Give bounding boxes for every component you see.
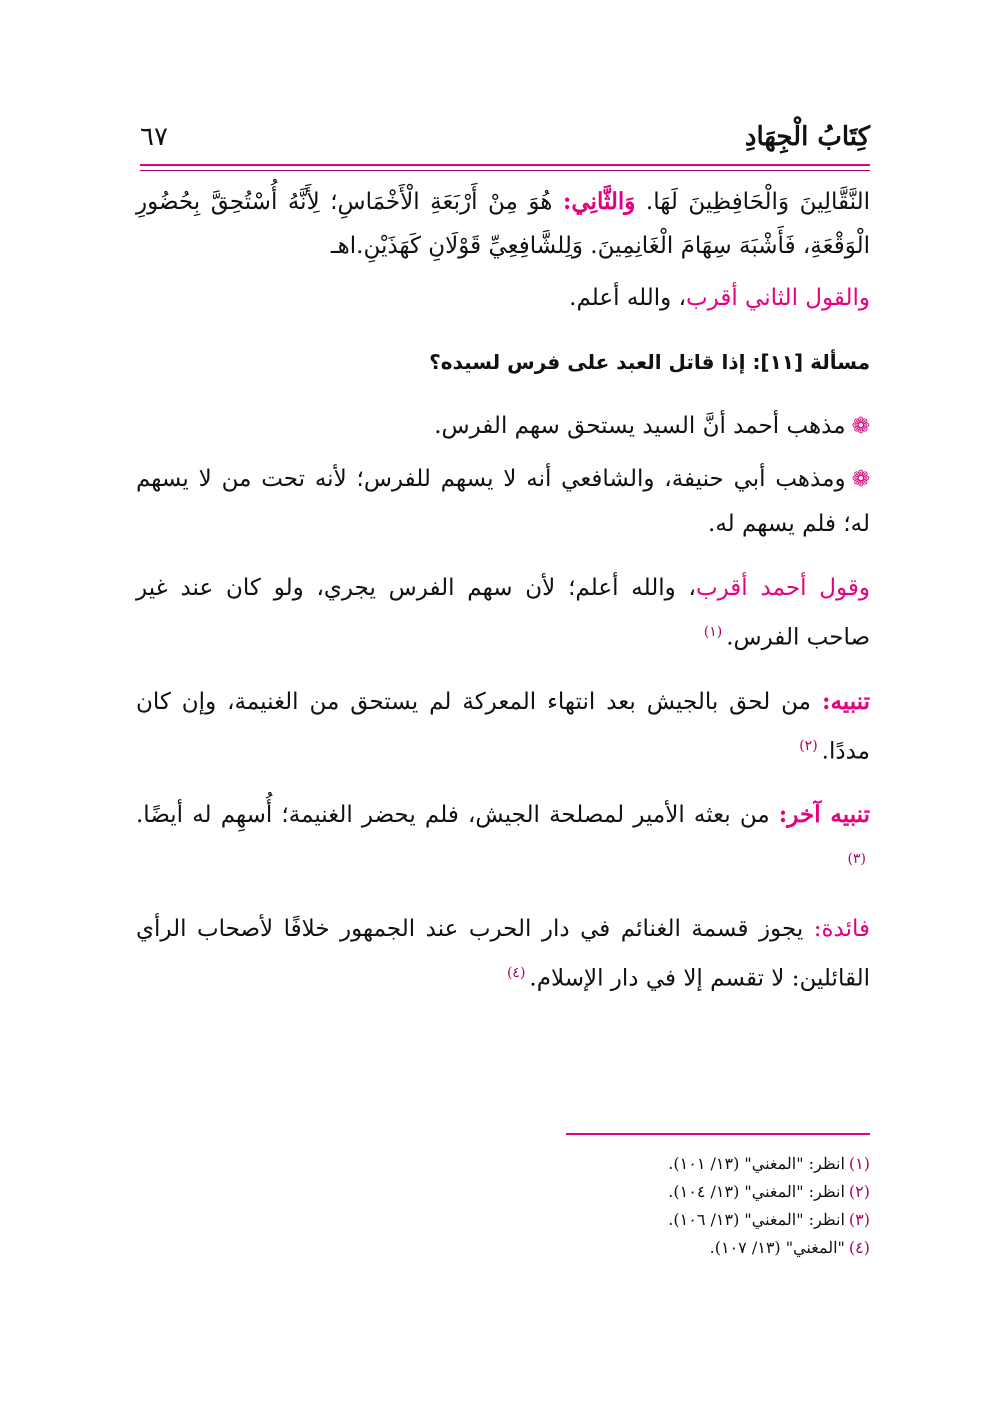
- page-header: [140, 118, 870, 158]
- footnote-3: (٣)انظر: "المغني" (١٣/ ١٠٦).: [668, 1210, 870, 1229]
- preferred-opinion: وقول أحمد أقرب: [695, 575, 870, 601]
- main-text: [136, 180, 870, 1021]
- note-1: [136, 680, 870, 774]
- question-number: مسألة [١١]:: [752, 350, 870, 374]
- bullet-1: [136, 404, 870, 449]
- header-rule-thin: [140, 170, 870, 171]
- note-label: تنبيه آخر:: [778, 801, 870, 829]
- footnote-ref[interactable]: (٣): [847, 851, 866, 868]
- book-title: كِتَابُ الْجِهَادِ: [744, 122, 870, 152]
- quote-text: النَّقَّالِينَ وَالْحَافِظِينَ لَهَا.: [635, 189, 871, 215]
- footnotes: [370, 1150, 870, 1262]
- footnote-ref[interactable]: (٤): [506, 964, 526, 981]
- bullet-text: ومذهب أبي حنيفة، والشافعي أنه لا يسهم للفرس؛ لأنه تحت من لا يسهم له؛ فلم يسهم له.: [136, 466, 870, 537]
- header-rule: [140, 164, 870, 166]
- benefit-label: فائدة:: [813, 915, 870, 942]
- footnote-ref[interactable]: (١): [703, 624, 723, 640]
- question-heading: [136, 340, 870, 384]
- bullet-text: مذهب أحمد أنَّ السيد يستحق سهم الفرس.: [434, 413, 846, 439]
- footnote-ref[interactable]: (٢): [799, 737, 818, 754]
- paragraph-text: ، والله أعلم.: [569, 285, 686, 311]
- benefit-text: يجوز قسمة الغنائم في دار الحرب عند الجمهور خلافًا لأصحاب الرأي القائلين: لا تقسم إلا في دار الإسلام.: [136, 915, 870, 992]
- quote-text-rest: هُوَ مِنْ أَرْبَعَةِ الْأَخْمَاسِ؛ لِأَنَّهُ أُسْتُحِقَّ بِحُضُورِ الْوَقْعَةِ، فَأَشْبَهَ سِهَامَ الْغَانِمِينَ. وَلِلشَّافِعِيِّ قَوْلَانِ كَهَذَيْنِ.اهـ: [136, 189, 870, 259]
- note-text: من بعثه الأمير لمصلحة الجيش، فلم يحضر الغنيمة؛ أُسهِم له أيضًا.: [136, 802, 779, 829]
- footnote-2: (٢)انظر: "المغني" (١٣/ ١٠٤).: [668, 1182, 870, 1201]
- paragraph-3: [136, 566, 870, 660]
- note-2: [136, 793, 870, 887]
- question-text: إذا قاتل العبد على فرس لسيده؟: [429, 350, 753, 374]
- note-label: تنبيه:: [821, 687, 870, 715]
- footnote-rule: [566, 1133, 870, 1135]
- bullet-2: [136, 457, 870, 546]
- note-text: من لحق بالجيش بعد انتهاء المعركة لم يستحق من الغنيمة، وإن كان مددًا.: [136, 688, 870, 765]
- benefit: [136, 907, 870, 1001]
- paragraph-text: ، والله أعلم؛ لأن سهم الفرس يجري، ولو كان عند غير صاحب الفرس.: [136, 575, 870, 651]
- flower-icon: ❁: [851, 414, 870, 439]
- second-view-label: وَالثَّانِي:: [562, 188, 636, 215]
- page-number: ٦٧: [140, 122, 168, 152]
- footnote-4: (٤)"المغني" (١٣/ ١٠٧).: [709, 1238, 870, 1257]
- flower-icon: ❁: [851, 467, 870, 492]
- footnote-1: (١)انظر: "المغني" (١٣/ ١٠١).: [668, 1154, 870, 1173]
- paragraph-2: [136, 276, 870, 320]
- preferred-opinion: والقول الثاني أقرب: [686, 285, 870, 311]
- paragraph-1: [136, 180, 870, 268]
